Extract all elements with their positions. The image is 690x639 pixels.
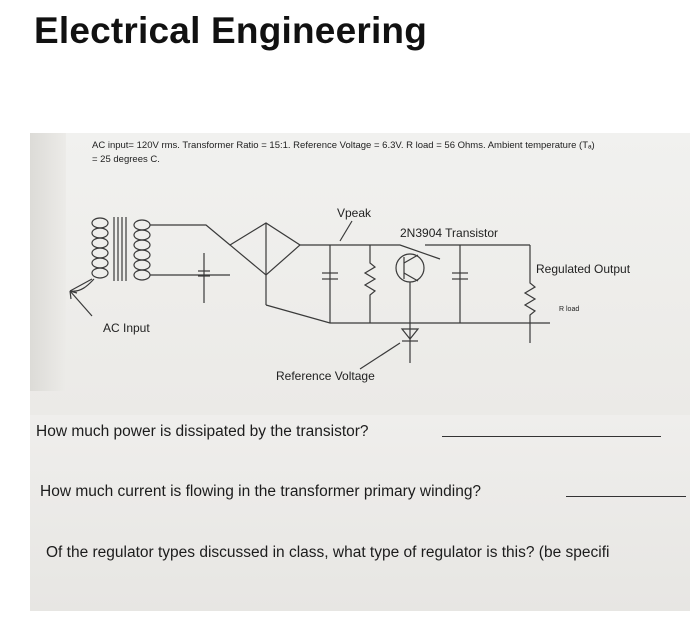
answer-line-2[interactable]: [566, 496, 686, 497]
vpeak-label: Vpeak: [337, 206, 372, 220]
question-2: How much current is flowing in the transformer primary winding?: [40, 483, 482, 500]
load-resistor: [525, 245, 535, 343]
transformer-core: [114, 217, 126, 281]
given-line-2: = 25 degrees C.: [92, 154, 160, 165]
questions-photo-area: [30, 415, 690, 611]
series-resistor: [365, 245, 375, 323]
zener-diode: [402, 305, 418, 363]
transformer-secondary-coil: [134, 220, 230, 280]
answer-line-1[interactable]: [442, 436, 661, 437]
transistor-label: 2N3904 Transistor: [400, 226, 499, 240]
ac-input-arrow: [70, 291, 92, 316]
ac-input-label: AC Input: [103, 321, 150, 335]
rload-label: R load: [559, 306, 580, 313]
capacitor-2: [322, 245, 338, 323]
transistor-symbol: [396, 254, 424, 305]
page-title: Electrical Engineering: [34, 10, 428, 51]
reference-pointer: [360, 343, 400, 369]
transformer-primary-coil: [70, 218, 108, 291]
given-line-1: AC input= 120V rms. Transformer Ratio = 15:1. Reference Voltage = 6.3V. R load = 56 Ohms. Ambient temperature (Tₐ): [92, 140, 595, 151]
bottom-rail: [266, 305, 550, 323]
output-capacitor: [452, 245, 468, 323]
regulated-output-label: Regulated Output: [536, 262, 631, 276]
question-3: Of the regulator types discussed in class, what type of regulator is this? (be specifi: [46, 544, 610, 561]
vpeak-pointer: [340, 221, 352, 241]
question-1: How much power is dissipated by the transistor?: [36, 423, 369, 440]
bridge-rectifier: [230, 223, 300, 305]
filter-capacitor: [198, 253, 210, 303]
reference-voltage-label: Reference Voltage: [276, 369, 375, 383]
